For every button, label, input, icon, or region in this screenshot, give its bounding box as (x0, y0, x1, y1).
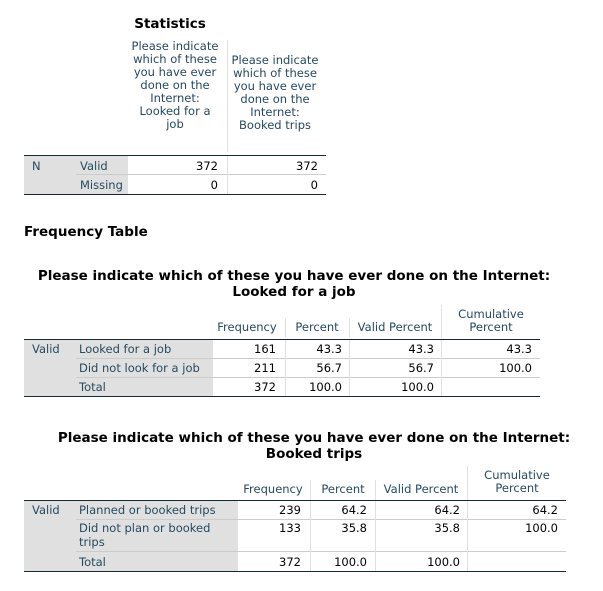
table1-title-line1: Please indicate which of these you have ever done on the Internet: (37, 268, 551, 284)
table2-row1-percent: 64.2 (341, 503, 367, 517)
table2-title-line1: Please indicate which of these you have ever done on the Internet: (57, 430, 571, 446)
frequency-table-heading: Frequency Table (24, 224, 148, 240)
table2-row2-percent: 35.8 (341, 521, 367, 535)
table1-row2-percent: 56.7 (316, 361, 342, 375)
table2-header-cumulative-percent: Cumulative Percent (484, 468, 550, 495)
table2-row2-frequency: 133 (279, 521, 301, 535)
stats-missing-job: 0 (210, 178, 218, 192)
statistics-title: Statistics (134, 16, 206, 32)
table1-group-valid: Valid (32, 342, 60, 356)
table1-header-valid-percent: Valid Percent (357, 320, 433, 334)
table2-row2-label: Did not plan or booked trips (79, 521, 211, 549)
stats-row-missing-label: Missing (80, 178, 123, 192)
table1-header-frequency: Frequency (217, 320, 277, 334)
table2-row3-percent: 100.0 (334, 555, 367, 569)
table2-row3-frequency: 372 (279, 555, 301, 569)
table2-row3-label: Total (79, 555, 106, 569)
table2-row2-valid-percent: 35.8 (434, 521, 460, 535)
table2-row1-valid-percent: 64.2 (434, 503, 460, 517)
table1-row3-label: Total (79, 380, 106, 394)
table2-header-percent: Percent (321, 482, 365, 496)
table1-row1-label: Looked for a job (79, 342, 172, 356)
table1-header-percent: Percent (295, 320, 339, 334)
table1-row3-percent: 100.0 (309, 380, 342, 394)
table1-row2-frequency: 211 (254, 361, 276, 375)
stats-col-header-trips: Please indicate which of these you have ever done on the Internet: Booked trips (231, 53, 319, 132)
table1-row2-label: Did not look for a job (79, 361, 200, 375)
table2-row1-frequency: 239 (279, 503, 301, 517)
stats-col-header-job: Please indicate which of these you have ever done on the Internet: Looked for a job (131, 39, 219, 131)
table2-row2-cumulative-percent: 100.0 (525, 521, 558, 535)
stats-missing-trips: 0 (310, 178, 318, 192)
table1-row1-cumulative-percent: 43.3 (506, 342, 532, 356)
table1-row1-valid-percent: 43.3 (408, 342, 434, 356)
table2-row1-cumulative-percent: 64.2 (532, 503, 558, 517)
table1-row1-percent: 43.3 (316, 342, 342, 356)
table2-header-valid-percent: Valid Percent (383, 482, 459, 496)
stats-row-group-n: N (32, 159, 41, 173)
table1-row1-frequency: 161 (254, 342, 276, 356)
stats-row-valid-label: Valid (80, 159, 108, 173)
table1-header-cumulative-percent: Cumulative Percent (458, 307, 524, 334)
table1-title-line2: Looked for a job (232, 284, 356, 300)
table2-title (24, 430, 603, 462)
table2-group-valid: Valid (32, 503, 60, 517)
table1-row3-valid-percent: 100.0 (401, 380, 434, 394)
stats-valid-trips: 372 (296, 159, 318, 173)
table1-row2-valid-percent: 56.7 (408, 361, 434, 375)
table2-row3-valid-percent: 100.0 (427, 555, 460, 569)
table1-title (24, 268, 564, 300)
table1-row2-cumulative-percent: 100.0 (499, 361, 532, 375)
table2-row1-label: Planned or booked trips (79, 503, 216, 517)
table1-row3-frequency: 372 (254, 380, 276, 394)
table2-title-line2: Booked trips (265, 446, 363, 462)
table2-header-frequency: Frequency (243, 482, 303, 496)
stats-valid-job: 372 (196, 159, 218, 173)
